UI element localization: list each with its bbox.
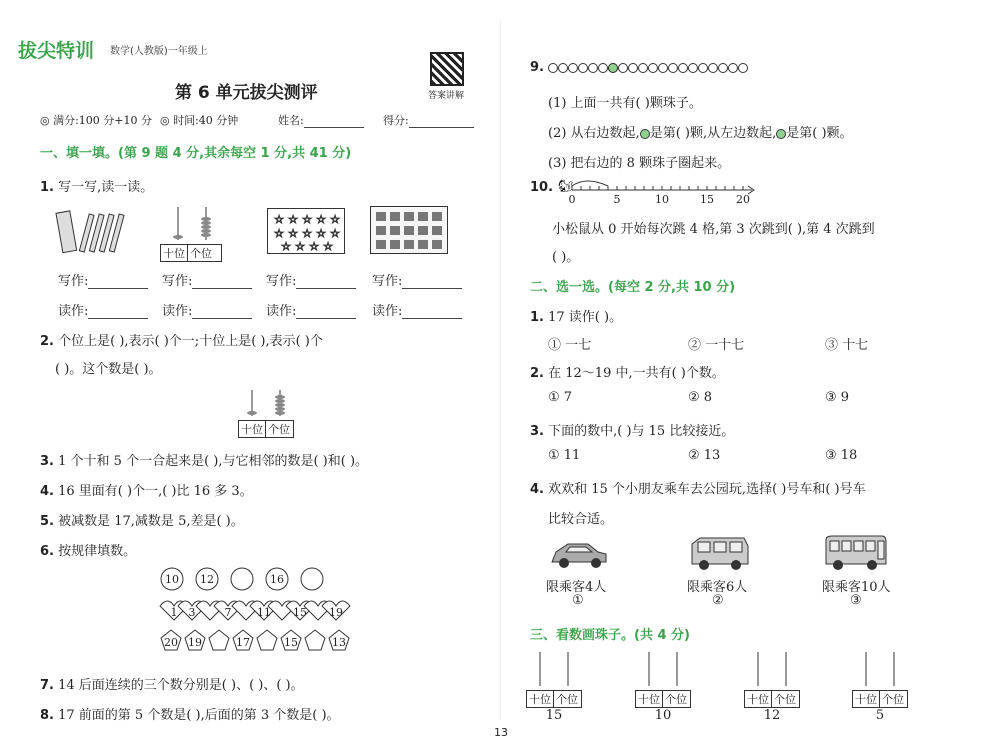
car-2-mark: ② bbox=[712, 593, 724, 608]
car-icon bbox=[548, 536, 610, 572]
score-meta: ◎ 满分:100 分+10 分 bbox=[40, 114, 153, 127]
svg-text:20: 20 bbox=[164, 636, 178, 649]
section-2-heading: 二、选一选。(每空 2 分,共 10 分) bbox=[530, 280, 736, 295]
svg-text:19: 19 bbox=[329, 606, 343, 619]
subtitle: 数学(人教版)一年级上 bbox=[110, 46, 208, 57]
flower-row bbox=[161, 568, 323, 590]
read-4: 读作: bbox=[372, 300, 462, 319]
car-1-label: 限乘客4人 bbox=[546, 580, 607, 595]
tick-20: 20 bbox=[736, 193, 750, 206]
svg-text:☆: ☆ bbox=[330, 213, 340, 226]
write-3: 写作: bbox=[266, 270, 356, 289]
q2-line1: 2. 个位上是( ),表示( )个一;十位上是( ),表示( )个 bbox=[40, 334, 323, 349]
abacus-draw-1: 十位 个位 15 bbox=[526, 652, 582, 723]
value-label: 15 bbox=[545, 708, 563, 723]
car-2-label: 限乘客6人 bbox=[687, 580, 748, 595]
svg-text:☆: ☆ bbox=[288, 213, 298, 226]
svg-text:☆: ☆ bbox=[302, 227, 312, 240]
c3-opt-a[interactable]: ① 11 bbox=[548, 448, 581, 463]
c1-opt-c[interactable]: ③ 十七 bbox=[825, 338, 869, 353]
q9-num: 9. bbox=[530, 60, 544, 75]
svg-text:15: 15 bbox=[293, 606, 307, 619]
svg-text:19: 19 bbox=[188, 636, 202, 649]
c1-opt-a[interactable]: ① 一七 bbox=[548, 338, 592, 353]
svg-text:☆: ☆ bbox=[295, 240, 305, 253]
c4-line1: 4. 欢欢和 15 个小朋友乘车去公园玩,选择( )号车和( )号车 bbox=[530, 482, 866, 497]
section-1-heading: 一、填一填。(第 9 题 4 分,其余每空 1 分,共 41 分) bbox=[40, 146, 352, 161]
svg-text:☆: ☆ bbox=[316, 227, 326, 240]
svg-text:☆: ☆ bbox=[323, 240, 333, 253]
q7: 7. 14 后面连续的三个数分别是( )、( )、( )。 bbox=[40, 678, 304, 693]
flower-4: 16 bbox=[270, 573, 284, 586]
car-3-label: 限乘客10人 bbox=[822, 580, 891, 595]
svg-text:☆: ☆ bbox=[316, 213, 326, 226]
highlighted-bead bbox=[609, 64, 618, 73]
pattern-rows bbox=[158, 566, 358, 666]
q5: 5. 被减数是 17,减数是 5,差是( )。 bbox=[40, 514, 244, 529]
read-2: 读作: bbox=[162, 300, 252, 319]
brand-logo: 拔尖特训 bbox=[18, 40, 95, 62]
score-label: 得分: bbox=[383, 112, 474, 128]
bus-icon bbox=[824, 534, 888, 574]
svg-text:☆: ☆ bbox=[281, 240, 291, 253]
write-2: 写作: bbox=[162, 270, 252, 289]
svg-text:15: 15 bbox=[284, 636, 298, 649]
svg-text:17: 17 bbox=[236, 636, 250, 649]
svg-text:13: 13 bbox=[332, 636, 346, 649]
write-1: 写作: bbox=[58, 270, 148, 289]
tick-15: 15 bbox=[700, 193, 714, 206]
svg-text:7: 7 bbox=[224, 606, 232, 619]
q9-part1: (1) 上面一共有( )颗珠子。 bbox=[548, 96, 702, 111]
section-3-heading: 三、看数画珠子。(共 4 分) bbox=[530, 628, 690, 643]
value-label: 10 bbox=[654, 708, 672, 723]
c3-opt-b[interactable]: ② 13 bbox=[688, 448, 721, 463]
svg-text:3: 3 bbox=[188, 606, 196, 619]
read-1: 读作: bbox=[58, 300, 148, 319]
c4-line2: 比较合适。 bbox=[548, 512, 614, 527]
svg-text:☆: ☆ bbox=[302, 213, 312, 226]
c2-opt-a[interactable]: ① 7 bbox=[548, 390, 573, 405]
c1: 1. 17 读作( )。 bbox=[530, 310, 623, 325]
q9-part2: (2) 从右边数起, 是第( )颗,从左边数起, 是第( )颗。 bbox=[548, 126, 853, 141]
flower-1: 10 bbox=[165, 573, 179, 586]
abacus-1: 十位 个位 bbox=[160, 205, 222, 262]
q1: 1. 写一写,读一读。 bbox=[40, 180, 154, 195]
q9-part3: (3) 把右边的 8 颗珠子圈起来。 bbox=[548, 156, 731, 171]
read-3: 读作: bbox=[266, 300, 356, 319]
page-title: 第 6 单元拔尖测评 bbox=[175, 83, 318, 103]
page-number: 13 bbox=[494, 726, 508, 739]
c2: 2. 在 12～19 中,一共有( )个数。 bbox=[530, 366, 725, 381]
svg-text:☆: ☆ bbox=[274, 213, 284, 226]
car-3-mark: ③ bbox=[850, 593, 862, 608]
c2-opt-b[interactable]: ② 8 bbox=[688, 390, 713, 405]
value-label: 5 bbox=[875, 708, 885, 723]
squirrel-icon: 🐿 bbox=[558, 179, 574, 193]
pentagon-row bbox=[161, 630, 349, 650]
abacus-draw-4: 十位 个位 5 bbox=[852, 652, 908, 723]
svg-text:☆: ☆ bbox=[274, 227, 284, 240]
sticks-picture bbox=[55, 210, 130, 255]
time-meta: ◎ 时间:40 分钟 bbox=[160, 114, 239, 127]
heart-row bbox=[160, 601, 350, 620]
bead-icon bbox=[776, 129, 786, 139]
q10-line1: 小松鼠从 0 开始每次跳 4 格,第 3 次跳到( ),第 4 次跳到 bbox=[552, 222, 875, 237]
number-line bbox=[556, 176, 756, 206]
abacus-2: 十位 个位 bbox=[238, 388, 294, 438]
write-4: 写作: bbox=[372, 270, 462, 289]
tick-5: 5 bbox=[613, 193, 621, 206]
svg-text:☆: ☆ bbox=[330, 227, 340, 240]
abacus-draw-2: 十位 个位 10 bbox=[635, 652, 691, 723]
bead-string bbox=[548, 61, 748, 75]
flower-2: 12 bbox=[200, 573, 214, 586]
qr-label: 答案讲解 bbox=[428, 91, 465, 101]
q3: 3. 1 个十和 5 个一合起来是( ),与它相邻的数是( )和( )。 bbox=[40, 454, 369, 469]
c2-opt-c[interactable]: ③ 9 bbox=[825, 390, 850, 405]
abacus-draw-3: 十位 个位 12 bbox=[744, 652, 800, 723]
q10-line2: ( )。 bbox=[552, 250, 580, 265]
c3-opt-c[interactable]: ③ 18 bbox=[825, 448, 858, 463]
q4: 4. 16 里面有( )个一,( )比 16 多 3。 bbox=[40, 484, 253, 499]
page-divider bbox=[500, 20, 501, 720]
van-icon bbox=[688, 534, 750, 574]
value-label: 12 bbox=[763, 708, 781, 723]
stars-picture bbox=[267, 208, 345, 254]
q2-line2: ( )。这个数是( )。 bbox=[55, 362, 162, 377]
c3: 3. 下面的数中,( )与 15 比较接近。 bbox=[530, 424, 735, 439]
svg-text:☆: ☆ bbox=[309, 240, 319, 253]
tick-10: 10 bbox=[655, 193, 669, 206]
q10-num: 10. bbox=[530, 180, 554, 195]
q6: 6. 按规律填数。 bbox=[40, 544, 137, 559]
books-picture bbox=[370, 206, 448, 254]
svg-text:1: 1 bbox=[170, 606, 178, 619]
car-1-mark: ① bbox=[572, 593, 584, 608]
qr-code bbox=[430, 52, 464, 86]
tick-0: 0 bbox=[568, 193, 576, 206]
c1-opt-b[interactable]: ② 一十七 bbox=[688, 338, 745, 353]
svg-text:11: 11 bbox=[257, 606, 271, 619]
name-label: 姓名: bbox=[278, 112, 364, 128]
bead-icon bbox=[640, 129, 650, 139]
svg-text:☆: ☆ bbox=[288, 227, 298, 240]
q8: 8. 17 前面的第 5 个数是( ),后面的第 3 个数是( )。 bbox=[40, 708, 340, 723]
